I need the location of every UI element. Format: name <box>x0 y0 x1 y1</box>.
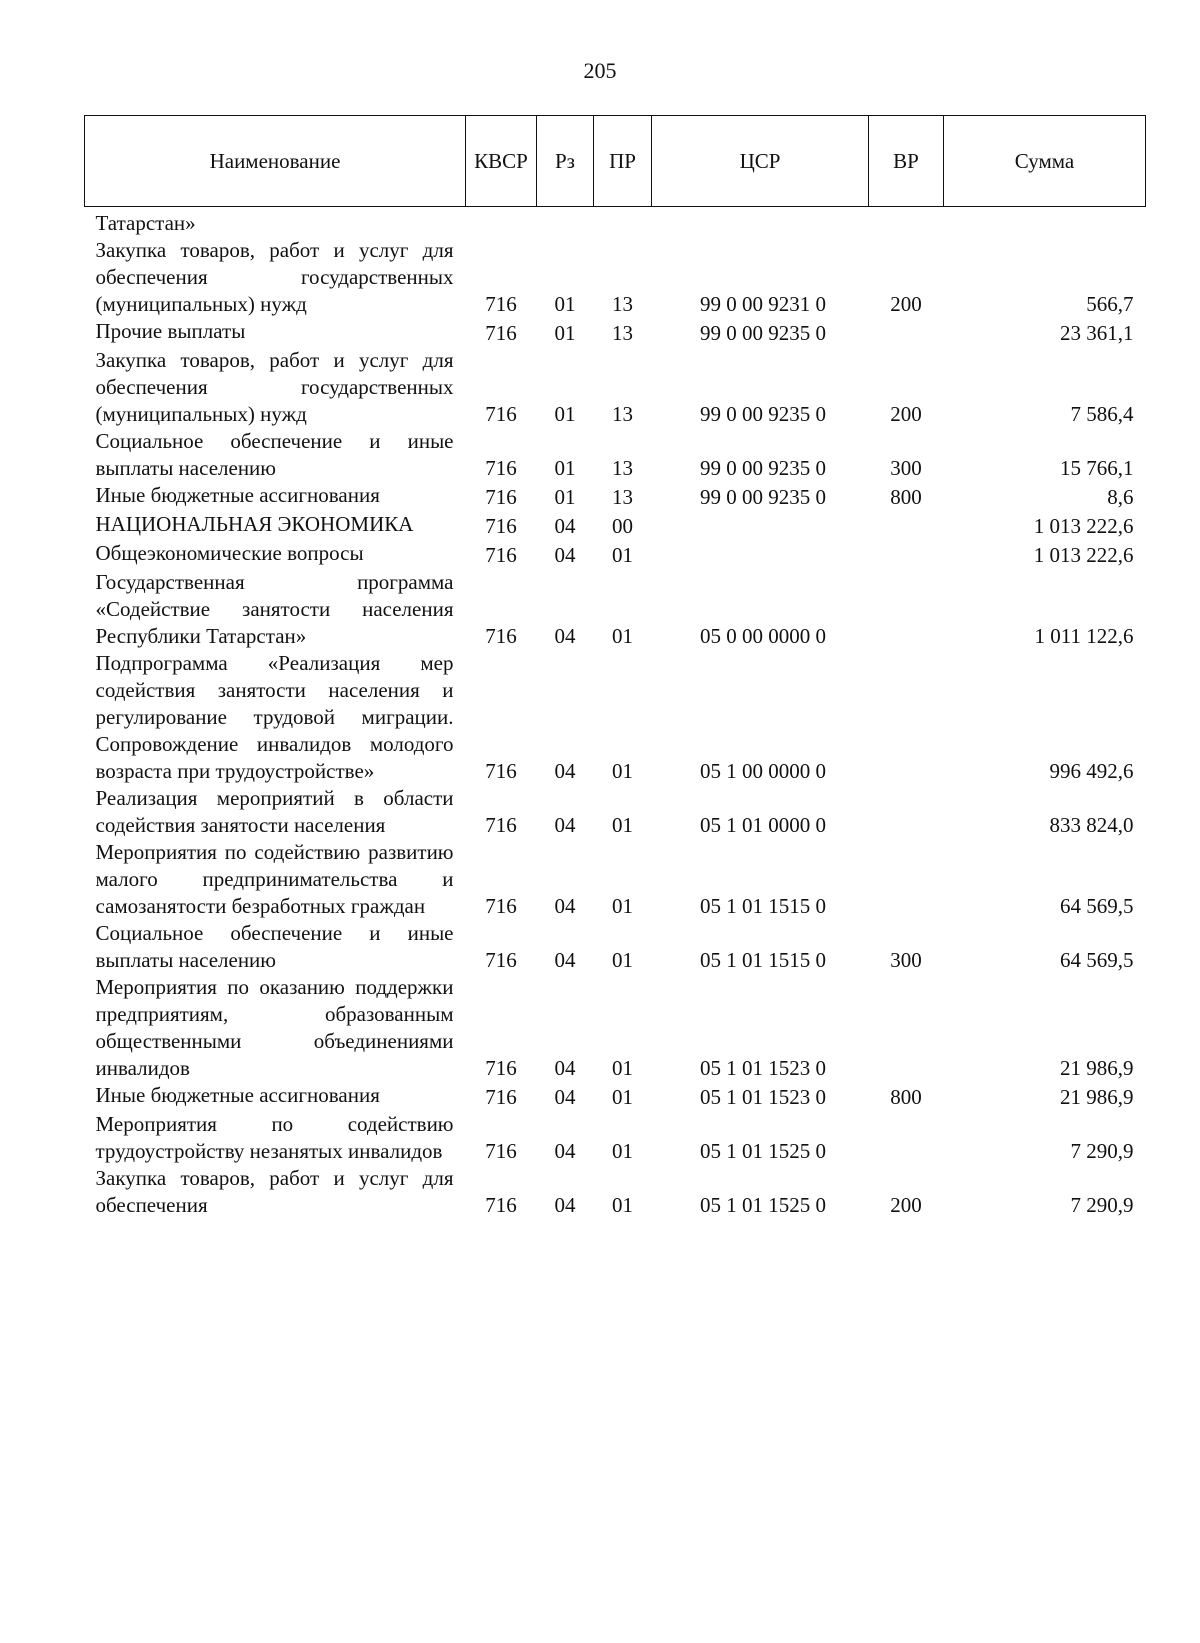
cell-name: Реализация мероприятий в области содействия занятости населения <box>95 786 454 837</box>
cell-csr <box>652 207 869 238</box>
cell-csr: 05 1 00 0000 0 <box>700 759 826 783</box>
header-vr: ВР <box>869 116 944 207</box>
table-header <box>85 116 1146 207</box>
header-pr: ПР <box>594 116 652 207</box>
cell-csr: 05 1 01 1515 0 <box>700 948 826 972</box>
cell-vr: 200 <box>890 1193 922 1217</box>
cell-rz: 04 <box>554 894 576 918</box>
cell-pr: 13 <box>612 402 633 426</box>
header-csr: ЦСР <box>652 116 869 207</box>
table-row <box>85 650 1146 785</box>
table-row <box>85 207 1146 238</box>
table-row <box>85 347 1146 428</box>
table-row <box>85 785 1146 839</box>
cell-kvsr: 716 <box>485 514 517 538</box>
cell-rz: 04 <box>554 948 576 972</box>
cell-name: Подпрограмма «Реализация мер содействия занятости населения и регулирование трудовой миграции. Сопровождение инвалидов молодого возраста при трудоустройстве» <box>95 651 454 783</box>
cell-sum: 21 986,9 <box>1060 1056 1134 1080</box>
cell-csr: 05 0 00 0000 0 <box>700 624 826 648</box>
cell-sum: 833 824,0 <box>1049 813 1134 837</box>
cell-sum: 15 766,1 <box>1060 456 1134 480</box>
cell-name: Общеэкономические вопросы <box>95 541 364 565</box>
cell-sum: 996 492,6 <box>1049 759 1134 783</box>
cell-kvsr: 716 <box>485 624 517 648</box>
cell-vr: 300 <box>890 456 922 480</box>
cell-pr: 01 <box>612 948 633 972</box>
cell-name: Мероприятия по содействию развитию малого предпринимательства и самозанятости безработных граждан <box>95 840 454 918</box>
cell-kvsr: 716 <box>485 321 517 345</box>
cell-name: НАЦИОНАЛЬНАЯ ЭКОНОМИКА <box>95 512 414 536</box>
cell-csr: 99 0 00 9235 0 <box>700 485 826 509</box>
cell-csr: 05 1 01 1525 0 <box>700 1193 826 1217</box>
cell-rz <box>537 207 594 238</box>
cell-sum: 1 013 222,6 <box>1033 514 1134 538</box>
header-rz: Рз <box>537 116 594 207</box>
cell-rz: 01 <box>554 402 576 426</box>
cell-vr <box>869 207 944 238</box>
cell-kvsr: 716 <box>485 402 517 426</box>
cell-name: Социальное обеспечение и иные выплаты населению <box>95 429 454 480</box>
cell-name: Закупка товаров, работ и услуг для обеспечения государственных (муниципальных) нужд <box>95 238 454 316</box>
cell-csr: 99 0 00 9235 0 <box>700 402 826 426</box>
cell-name: Прочие выплаты <box>95 319 246 343</box>
cell-kvsr: 716 <box>485 1139 517 1163</box>
cell-name: Закупка товаров, работ и услуг для обеспечения государственных (муниципальных) нужд <box>95 348 454 426</box>
cell-sum: 7 290,9 <box>1070 1139 1134 1163</box>
cell-sum: 1 013 222,6 <box>1033 543 1134 567</box>
cell-name: Государственная программа «Содействие занятости населения Республики Татарстан» <box>95 570 454 648</box>
cell-kvsr: 716 <box>485 1193 517 1217</box>
cell-rz: 01 <box>554 292 576 316</box>
cell-name: Татарстан» <box>95 211 196 235</box>
cell-rz: 04 <box>554 813 576 837</box>
cell-name: Иные бюджетные ассигнования <box>95 1083 380 1107</box>
cell-csr: 05 1 01 1515 0 <box>700 894 826 918</box>
cell-csr: 05 1 01 0000 0 <box>700 813 826 837</box>
cell-name: Социальное обеспечение и иные выплаты населению <box>95 921 454 972</box>
cell-csr <box>652 511 869 540</box>
cell-csr <box>652 540 869 569</box>
cell-pr: 01 <box>612 759 633 783</box>
cell-csr: 05 1 01 1525 0 <box>700 1139 826 1163</box>
cell-kvsr <box>466 207 537 238</box>
cell-vr <box>869 511 944 540</box>
cell-pr: 13 <box>612 456 633 480</box>
cell-sum: 7 586,4 <box>1070 402 1134 426</box>
cell-vr: 200 <box>890 402 922 426</box>
cell-name: Мероприятия по содействию трудоустройству незанятых инвалидов <box>95 1112 454 1163</box>
cell-sum <box>944 207 1146 238</box>
table-row <box>85 428 1146 482</box>
page-number: 205 <box>583 58 617 83</box>
cell-pr: 13 <box>612 485 633 509</box>
cell-pr: 01 <box>612 624 633 648</box>
table-row <box>85 1111 1146 1165</box>
cell-sum: 1 011 122,6 <box>1034 624 1134 648</box>
table-row <box>85 511 1146 540</box>
cell-kvsr: 716 <box>485 456 517 480</box>
cell-name: Закупка товаров, работ и услуг для обеспечения <box>95 1166 454 1217</box>
header-name: Наименование <box>85 116 466 207</box>
cell-csr: 05 1 01 1523 0 <box>700 1056 826 1080</box>
cell-rz: 04 <box>554 543 576 567</box>
cell-rz: 04 <box>554 1193 576 1217</box>
cell-rz: 04 <box>554 514 576 538</box>
cell-csr: 99 0 00 9231 0 <box>700 292 826 316</box>
cell-pr: 13 <box>612 292 633 316</box>
cell-vr <box>869 318 944 347</box>
cell-vr <box>869 650 944 785</box>
cell-rz: 01 <box>554 456 576 480</box>
cell-kvsr: 716 <box>485 759 517 783</box>
table-row <box>85 237 1146 318</box>
cell-pr: 01 <box>612 1056 633 1080</box>
cell-rz: 04 <box>554 1085 576 1109</box>
table-row <box>85 482 1146 511</box>
cell-csr: 99 0 00 9235 0 <box>700 456 826 480</box>
cell-pr: 13 <box>612 321 633 345</box>
cell-vr <box>869 1111 944 1165</box>
cell-pr: 01 <box>612 1193 633 1217</box>
header-kvsr: КВСР <box>466 116 537 207</box>
cell-csr: 99 0 00 9235 0 <box>700 321 826 345</box>
cell-pr <box>594 207 652 238</box>
cell-sum: 8,6 <box>1107 485 1134 509</box>
cell-csr: 05 1 01 1523 0 <box>700 1085 826 1109</box>
cell-sum: 23 361,1 <box>1060 321 1134 345</box>
budget-table <box>84 115 1146 1219</box>
cell-rz: 01 <box>554 485 576 509</box>
cell-kvsr: 716 <box>485 292 517 316</box>
table-row <box>85 974 1146 1082</box>
cell-kvsr: 716 <box>485 813 517 837</box>
table-row <box>85 318 1146 347</box>
cell-sum: 64 569,5 <box>1060 948 1134 972</box>
cell-vr: 800 <box>890 1085 922 1109</box>
cell-pr: 01 <box>612 1085 633 1109</box>
cell-vr: 200 <box>890 292 922 316</box>
cell-kvsr: 716 <box>485 543 517 567</box>
cell-vr: 300 <box>890 948 922 972</box>
cell-pr: 01 <box>612 1139 633 1163</box>
cell-sum: 64 569,5 <box>1060 894 1134 918</box>
cell-kvsr: 716 <box>485 1056 517 1080</box>
cell-pr: 01 <box>612 543 633 567</box>
cell-vr <box>869 540 944 569</box>
cell-sum: 7 290,9 <box>1070 1193 1134 1217</box>
cell-pr: 00 <box>612 514 633 538</box>
cell-pr: 01 <box>612 813 633 837</box>
cell-rz: 04 <box>554 1056 576 1080</box>
cell-kvsr: 716 <box>485 948 517 972</box>
cell-vr <box>869 785 944 839</box>
table-row <box>85 569 1146 650</box>
cell-vr <box>869 839 944 920</box>
table-row <box>85 920 1146 974</box>
cell-vr: 800 <box>890 485 922 509</box>
cell-sum: 21 986,9 <box>1060 1085 1134 1109</box>
cell-rz: 01 <box>554 321 576 345</box>
table-body <box>85 207 1146 1220</box>
cell-name: Мероприятия по оказанию поддержки предприятиям, образованным общественными объединениями инвалидов <box>95 975 454 1080</box>
cell-rz: 04 <box>554 624 576 648</box>
table-row <box>85 839 1146 920</box>
cell-pr: 01 <box>612 894 633 918</box>
cell-kvsr: 716 <box>485 894 517 918</box>
table-row <box>85 1082 1146 1111</box>
table-row <box>85 1165 1146 1219</box>
cell-rz: 04 <box>554 1139 576 1163</box>
cell-rz: 04 <box>554 759 576 783</box>
cell-name: Иные бюджетные ассигнования <box>95 483 380 507</box>
header-sum: Сумма <box>944 116 1146 207</box>
cell-kvsr: 716 <box>485 1085 517 1109</box>
cell-vr <box>869 569 944 650</box>
cell-vr <box>869 974 944 1082</box>
cell-sum: 566,7 <box>1086 292 1134 316</box>
table-row <box>85 540 1146 569</box>
cell-kvsr: 716 <box>485 485 517 509</box>
